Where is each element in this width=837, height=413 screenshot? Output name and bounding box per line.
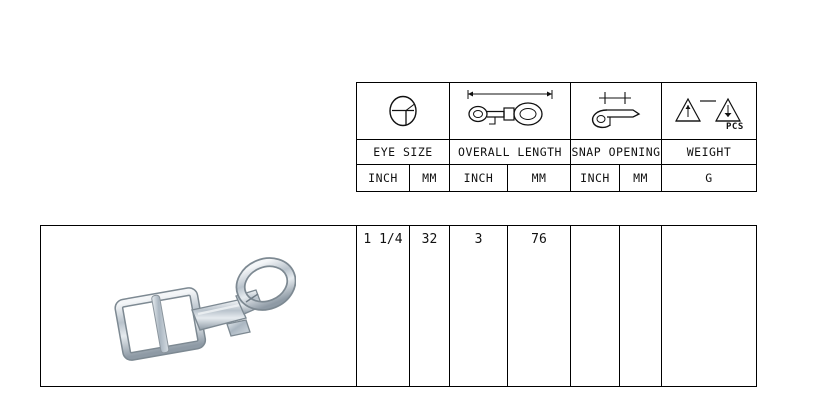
snap-opening-icon	[571, 83, 661, 139]
snap-opening-unit-mm: MM	[620, 165, 662, 192]
overall-length-name: OVERALL LENGTH	[450, 140, 571, 165]
weight-icon-cell	[662, 83, 757, 140]
weight-scale-icon	[662, 83, 756, 139]
overall-length-unit-inch: INCH	[450, 165, 508, 192]
product-image-cell	[41, 226, 357, 387]
pcs-label: PCS	[726, 122, 744, 132]
snap-opening-unit-inch: INCH	[571, 165, 620, 192]
spec-name-row	[357, 140, 757, 165]
overall-length-icon-cell	[450, 83, 571, 140]
cell-snap-opening-inch	[571, 226, 620, 387]
spec-icon-row	[357, 83, 757, 140]
eye-size-name: EYE SIZE	[357, 140, 450, 165]
spec-unit-row	[357, 165, 757, 192]
eye-size-unit-mm: MM	[410, 165, 450, 192]
weight-unit-g: G	[662, 165, 757, 192]
product-table	[40, 225, 757, 387]
snap-opening-name: SNAP OPENING	[571, 140, 662, 165]
eye-size-icon-cell	[357, 83, 450, 140]
weight-name: WEIGHT	[662, 140, 757, 165]
swivel-snap-hook-photo	[49, 232, 352, 386]
spec-header-table	[356, 82, 757, 192]
overall-length-unit-mm: MM	[508, 165, 571, 192]
cell-snap-opening-mm	[620, 226, 662, 387]
eye-size-icon	[357, 83, 449, 139]
cell-overall-length-mm: 76	[508, 226, 571, 387]
cell-eye-size-mm: 32	[410, 226, 450, 387]
table-row	[41, 226, 757, 387]
cell-eye-size-inch: 1 1/4	[357, 226, 410, 387]
snap-opening-icon-cell	[571, 83, 662, 140]
cell-overall-length-inch: 3	[450, 226, 508, 387]
cell-weight-g	[662, 226, 757, 387]
eye-size-unit-inch: INCH	[357, 165, 410, 192]
overall-length-icon	[450, 83, 570, 139]
